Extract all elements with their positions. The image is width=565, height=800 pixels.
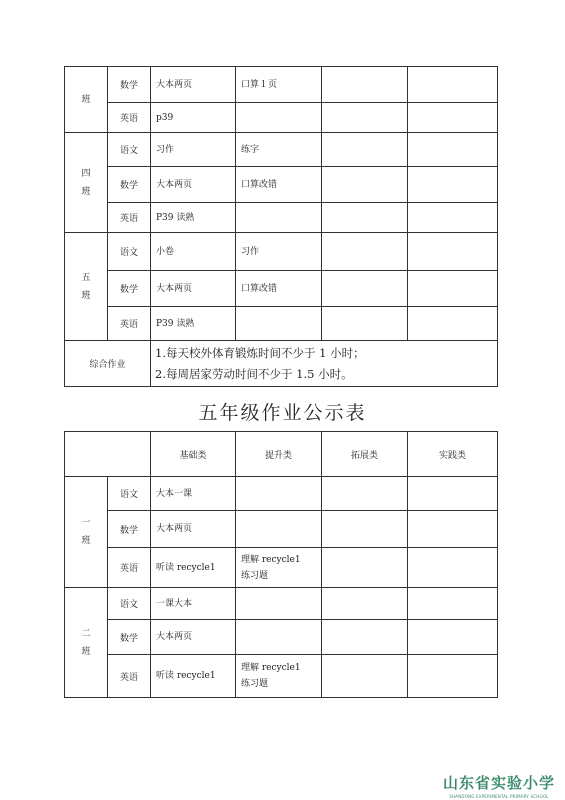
- practice-cell: [408, 620, 498, 655]
- practice-cell: [408, 203, 498, 233]
- subject-cell: 英语: [108, 548, 151, 588]
- improve-cell: [236, 103, 322, 133]
- basic-cell: 习作: [151, 133, 236, 167]
- extend-cell: [322, 133, 408, 167]
- improve-cell: 口算改错: [236, 271, 322, 307]
- practice-cell: [408, 67, 498, 103]
- summary-label: 综合作业: [65, 341, 151, 387]
- table-row: [65, 307, 498, 341]
- extend-cell: [322, 67, 408, 103]
- school-logo: [443, 772, 555, 799]
- practice-cell: [408, 548, 498, 588]
- summary-line-2: 2.每周居家劳动时间不少于 1.5 小时。: [155, 366, 353, 381]
- header-practice: 实践类: [408, 432, 498, 477]
- table-row: [65, 588, 498, 620]
- practice-cell: [408, 271, 498, 307]
- subject-cell: 语文: [108, 233, 151, 271]
- improve-cell: 理解 recycle1 练习题: [236, 655, 322, 698]
- basic-cell: 听读 recycle1: [151, 655, 236, 698]
- improve-cell: 口算１页: [236, 67, 322, 103]
- subject-cell: 数学: [108, 511, 151, 548]
- table-row: [65, 655, 498, 698]
- table-row: [65, 203, 498, 233]
- basic-cell: 大本一课: [151, 477, 236, 511]
- header-blank-cell: [65, 432, 151, 477]
- subject-cell: 语文: [108, 477, 151, 511]
- practice-cell: [408, 307, 498, 341]
- basic-cell: 大本两页: [151, 67, 236, 103]
- subject-cell: 英语: [108, 307, 151, 341]
- improve-cell: 练字: [236, 133, 322, 167]
- practice-cell: [408, 103, 498, 133]
- logo-name-cn: 山东省实验小学: [442, 774, 555, 792]
- basic-cell: 大本两页: [151, 620, 236, 655]
- basic-cell: 一课大本: [151, 588, 236, 620]
- practice-cell: [408, 655, 498, 698]
- practice-cell: [408, 133, 498, 167]
- table-row: [65, 67, 498, 103]
- improve-cell: [236, 477, 322, 511]
- summary-content: [151, 341, 498, 387]
- logo-name-en: SHANDONG EXPERIMENTAL PRIMARY SCHOOL: [449, 794, 549, 799]
- header-extend: 拓展类: [322, 432, 408, 477]
- table-row: [65, 133, 498, 167]
- practice-cell: [408, 167, 498, 203]
- basic-cell: p39: [151, 103, 236, 133]
- practice-cell: [408, 511, 498, 548]
- class-label-cell: 四 班: [65, 133, 108, 233]
- subject-cell: 数学: [108, 167, 151, 203]
- extend-cell: [322, 655, 408, 698]
- improve-cell: [236, 588, 322, 620]
- basic-cell: 听读 recycle1: [151, 548, 236, 588]
- table-row: [65, 167, 498, 203]
- table-row: [65, 477, 498, 511]
- extend-cell: [322, 588, 408, 620]
- extend-cell: [322, 233, 408, 271]
- extend-cell: [322, 167, 408, 203]
- class-label-cell: 五 班: [65, 233, 108, 341]
- homework-table-continued: [64, 66, 498, 387]
- subject-cell: 英语: [108, 203, 151, 233]
- extend-cell: [322, 477, 408, 511]
- extend-cell: [322, 548, 408, 588]
- table-row: [65, 620, 498, 655]
- improve-cell: [236, 620, 322, 655]
- practice-cell: [408, 477, 498, 511]
- improve-cell: [236, 307, 322, 341]
- table-row: [65, 103, 498, 133]
- practice-cell: [408, 588, 498, 620]
- extend-cell: [322, 511, 408, 548]
- subject-cell: 数学: [108, 271, 151, 307]
- subject-cell: 语文: [108, 133, 151, 167]
- subject-cell: 数学: [108, 620, 151, 655]
- header-row: [65, 432, 498, 477]
- subject-cell: 语文: [108, 588, 151, 620]
- table-row: [65, 271, 498, 307]
- table-row: [65, 233, 498, 271]
- basic-cell: P39 读熟: [151, 307, 236, 341]
- basic-cell: P39 读熟: [151, 203, 236, 233]
- extend-cell: [322, 203, 408, 233]
- page-title: 五年级作业公示表: [198, 402, 367, 424]
- table-row: [65, 511, 498, 548]
- improve-cell: [236, 203, 322, 233]
- extend-cell: [322, 103, 408, 133]
- homework-table-grade5: [64, 431, 498, 698]
- extend-cell: [322, 620, 408, 655]
- improve-cell: 口算改错: [236, 167, 322, 203]
- table-row: [65, 548, 498, 588]
- practice-cell: [408, 233, 498, 271]
- improve-cell: 习作: [236, 233, 322, 271]
- summary-line-1: 1.每天校外体育锻炼时间不少于 1 小时；: [155, 345, 365, 360]
- extend-cell: [322, 271, 408, 307]
- header-improve: 提升类: [236, 432, 322, 477]
- basic-cell: 大本两页: [151, 511, 236, 548]
- subject-cell: 英语: [108, 655, 151, 698]
- basic-cell: 大本两页: [151, 167, 236, 203]
- class-label-cell: 二 班: [65, 588, 108, 698]
- improve-cell: [236, 511, 322, 548]
- subject-cell: 数学: [108, 67, 151, 103]
- summary-row: [65, 341, 498, 387]
- basic-cell: 小卷: [151, 233, 236, 271]
- class-label-cell: 一 班: [65, 477, 108, 588]
- subject-cell: 英语: [108, 103, 151, 133]
- extend-cell: [322, 307, 408, 341]
- improve-cell: 理解 recycle1 练习题: [236, 548, 322, 588]
- basic-cell: 大本两页: [151, 271, 236, 307]
- header-basic: 基础类: [151, 432, 236, 477]
- class-label-cell: 班: [65, 67, 108, 133]
